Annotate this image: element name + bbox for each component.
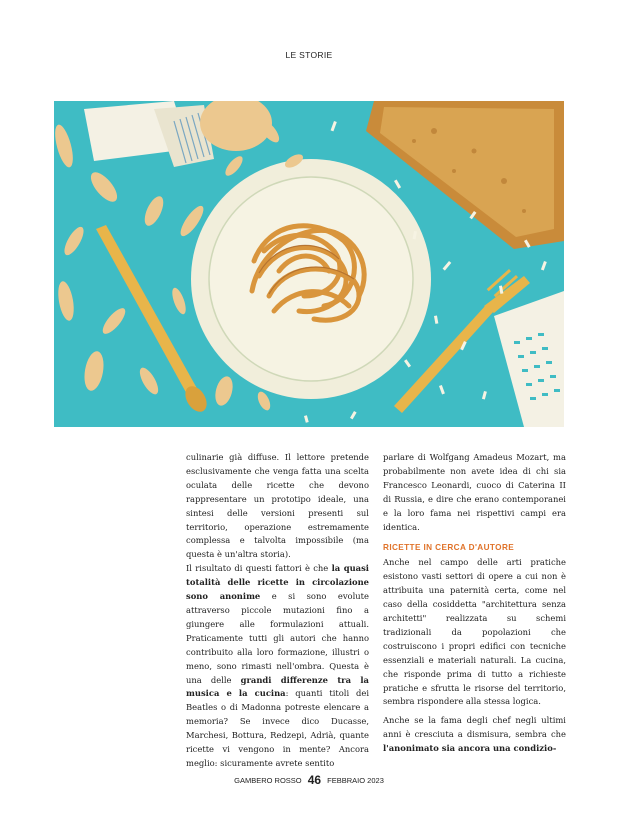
magazine-name: GAMBERO ROSSO [234,776,302,785]
issue-date: FEBBRAIO 2023 [327,776,384,785]
paragraph: Anche nel campo delle arti pratiche esistono vasti settori di opere a cui non è attribuita una paternità certa, come nel caso della cosiddetta "architettura senza architetti" realizzata su schemi tradizionali da popolazioni che costruiscono i propri edifici con tecniche essenziali e materiali naturali. La cucina, che risponde prima di tutto a richieste pratiche e sfrutta le risorse del territorio, sembra rispondere alla stessa logica. [383,557,566,707]
section-label: LE STORIE [285,50,333,60]
pasta-illustration [54,101,564,427]
section-subheading: RICETTE IN CERCA D'AUTORE [383,543,515,553]
paragraph: parlare di Wolfgang Amadeus Mozart, ma probabilmente non avete idea di chi sia Francesco Leonardi, cuoco di Caterina II di Russia, e dire che erano contemporanei e la loro fama nei rispettivi campi era identica. [383,452,566,532]
plate-icon [191,159,431,399]
article-column-right [383,451,566,756]
page-footer [0,773,618,787]
bold-text: la quasi totalità delle ricette in circolazione sono anonime [186,563,369,602]
paragraph [186,562,369,771]
page-number: 46 [307,773,322,787]
text-run: Anche se la fama degli chef negli ultimi anni è cresciuta a dismisura, sembra che [383,715,566,740]
bold-text: l'anonimato sia ancora una condizio- [383,743,557,754]
bold-text: grandi differenze tra la musica e la cucina [186,674,369,699]
paragraph: culinarie già diffuse. Il lettore pretende esclusivamente che venga fatta una scelta oculata delle ricette che devono rappresentare un prototipo ideale, una sintesi delle versioni presenti sul territorio, operazione estremamente complessa e talvolta impossibile (ma questa è un'altra storia). [186,452,369,560]
text-run: Il risultato di questi fattori è che [186,563,332,574]
text-run: e si sono evolute attraverso piccole mutazioni fino a giungere alle formulazioni attuali. Praticamente tutti gli autori che hanno contribuito alla loro formazione, illustri o meno, sono rimasti nell'ombra. Questa è una delle [186,591,369,685]
paragraph [383,714,566,756]
text-run: : quanti titoli dei Beatles o di Madonna potreste elencare a memoria? Se invece dico Ducasse, Marchesi, Bottura, Redzepi, Adrià, quante ricette vi vengono in mente? Ancora meglio: sicuramente avrete sentito [186,688,369,768]
article-column-left [186,451,369,771]
